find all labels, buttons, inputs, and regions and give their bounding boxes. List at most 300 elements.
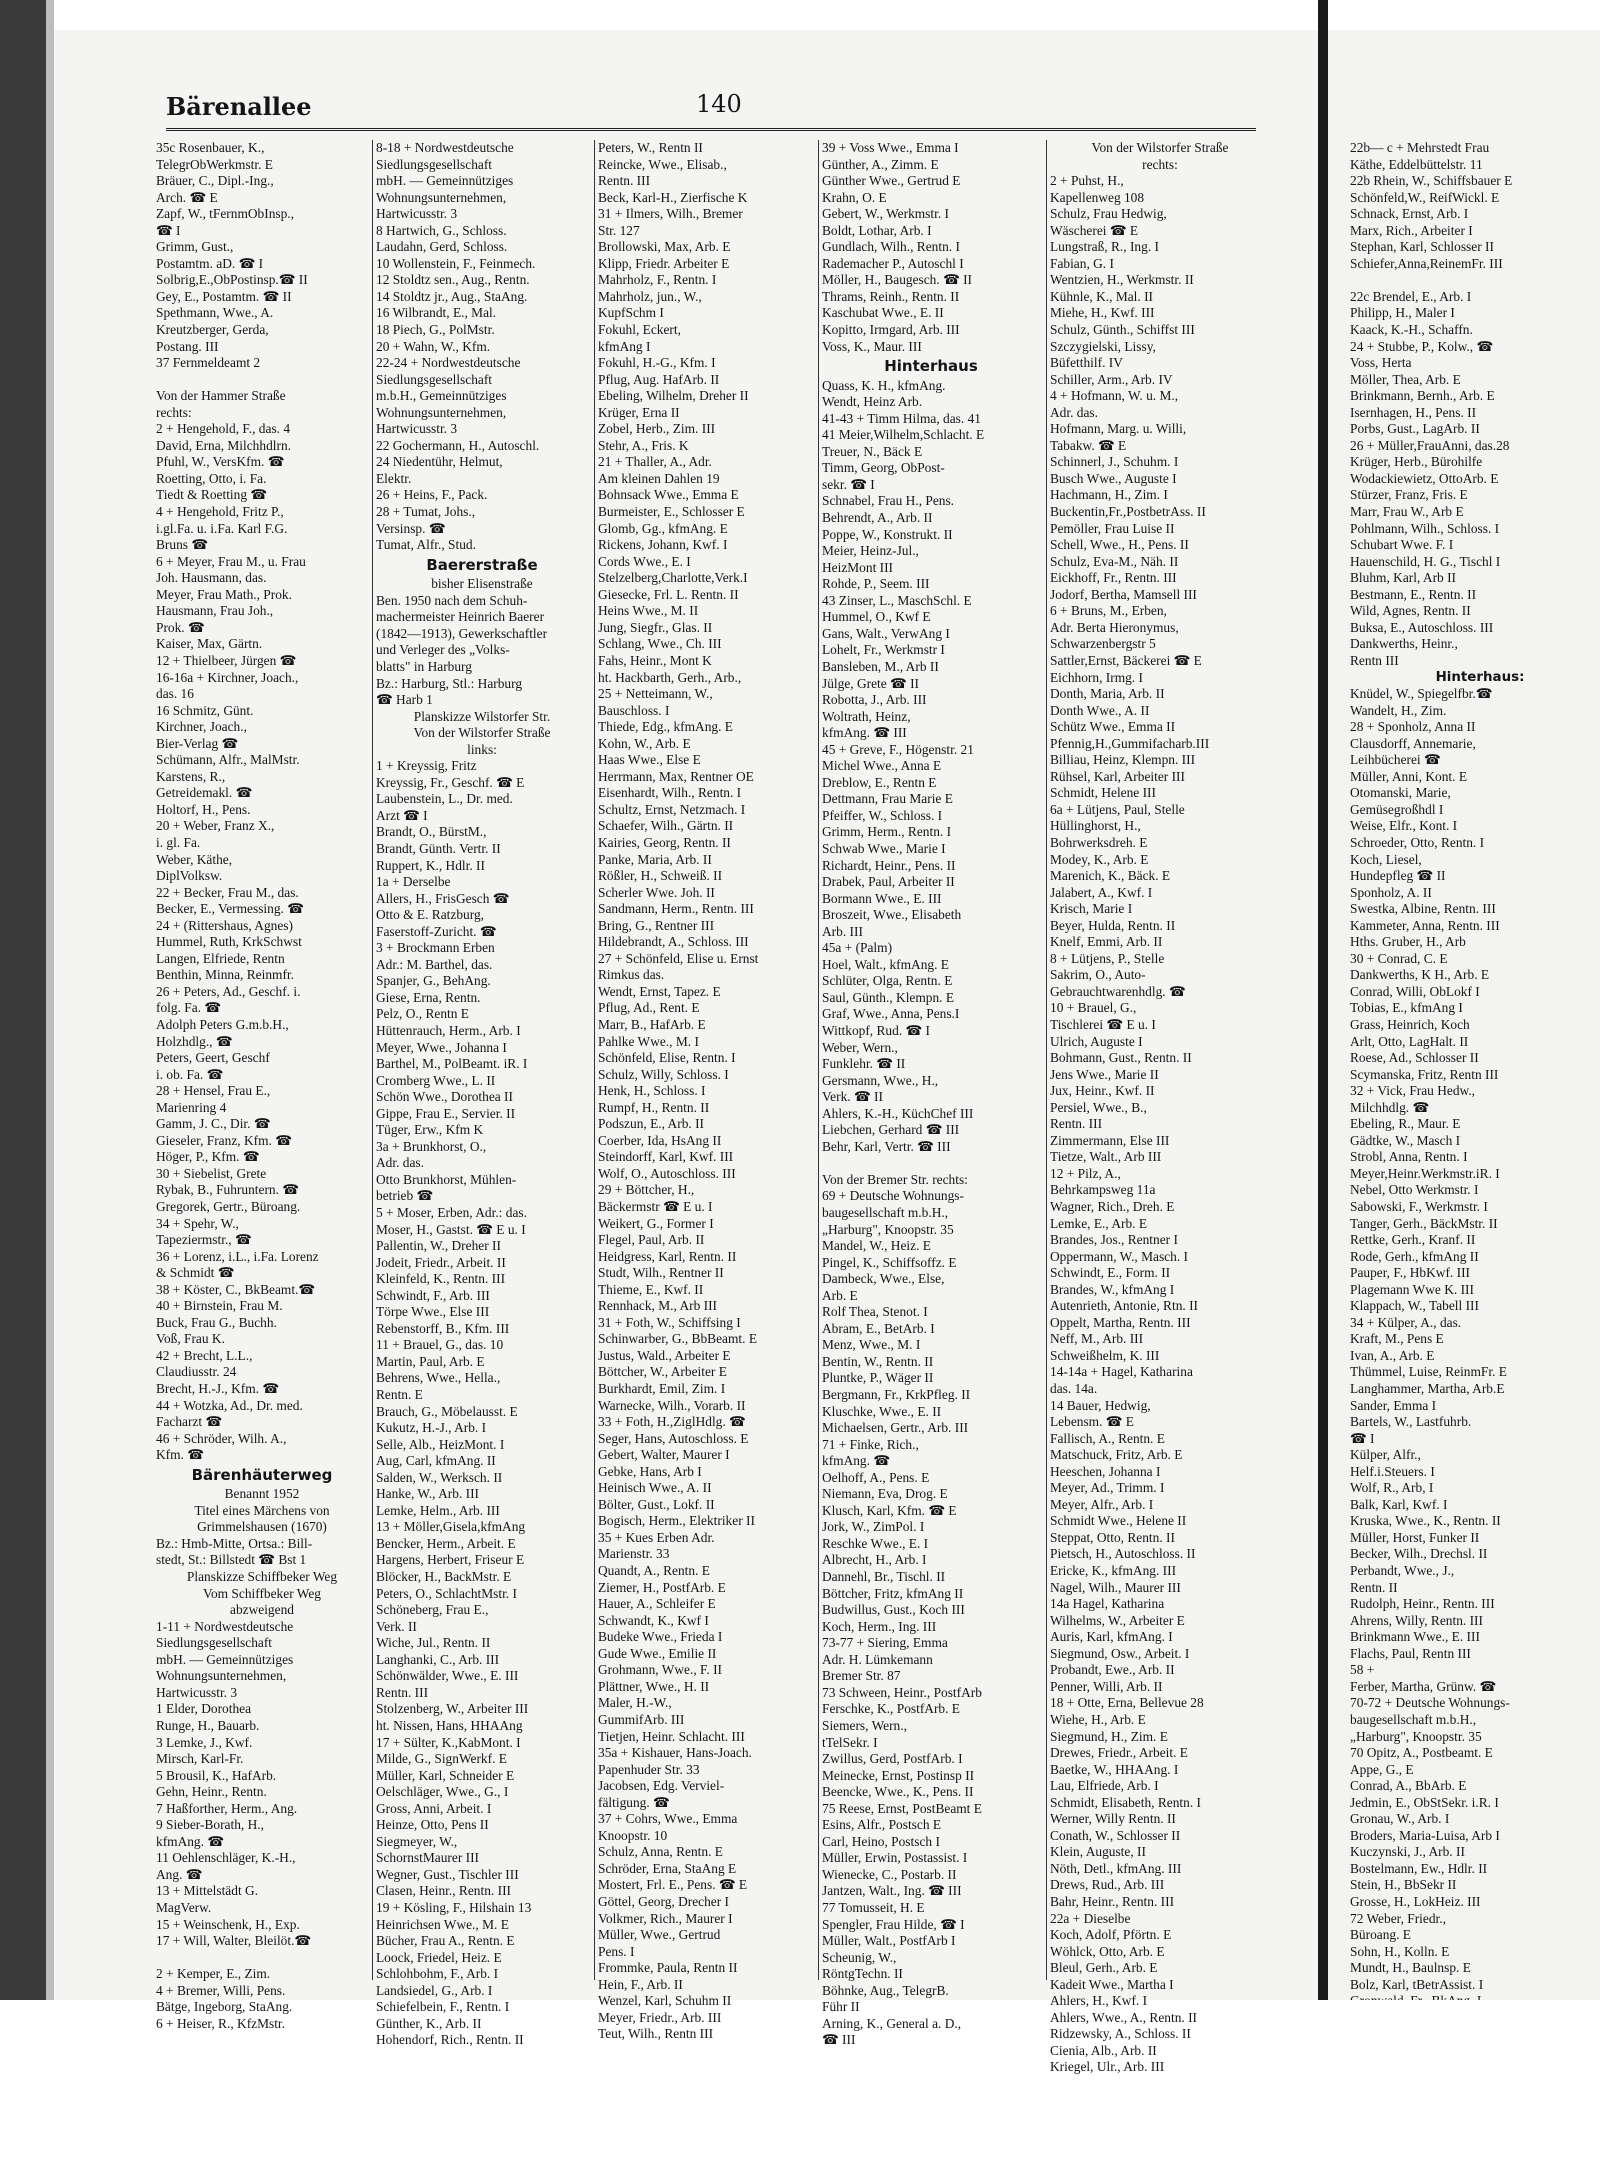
directory-line: Schaefer, Wilh., Gärtn. II: [598, 818, 734, 834]
directory-line: Schön Wwe., Dorothea II: [376, 1089, 513, 1105]
directory-line: ht. Hackbarth, Gerh., Arb.,: [598, 669, 742, 685]
directory-line: Baetke, W., HHAAng. I: [1050, 1761, 1179, 1777]
directory-line: Rentn. E: [376, 1387, 423, 1403]
directory-line: Brandes, W., kfmAng I: [1050, 1281, 1175, 1297]
directory-line: Lemke, Helm., Arb. III: [376, 1502, 500, 1518]
directory-line: 8-18 + Nordwestdeutsche: [376, 140, 514, 155]
directory-line: Selle, Alb., HeizMont. I: [376, 1436, 505, 1452]
directory-line: Perbandt, Wwe., J.,: [1350, 1563, 1455, 1579]
directory-line: 11 Oehlenschläger, K.-H.,: [156, 1850, 296, 1866]
directory-line: 17 + Sülter, K.,KabMont. I: [376, 1734, 521, 1750]
directory-line: 19 + Kösling, F., Hilshain 13: [376, 1899, 532, 1915]
section-note: links:: [467, 741, 497, 757]
directory-line: Bohnsack Wwe., Emma E: [598, 487, 739, 503]
directory-line: tTelSekr. I: [822, 1734, 878, 1750]
directory-line: Funklehr. ☎ II: [822, 1056, 906, 1072]
directory-line: 2 + Puhst, H.,: [1050, 173, 1124, 189]
directory-line: Stürzer, Franz, Fris. E: [1350, 487, 1468, 503]
directory-line: 71 + Finke, Rich.,: [822, 1436, 919, 1452]
directory-line: Fokuhl, H.-G., Kfm. I: [598, 355, 716, 371]
directory-line: Rademacher P., Autoschl I: [822, 255, 964, 271]
directory-line: Möller, H., Baugesch. ☎ II: [822, 272, 973, 288]
directory-line: Wenzel, Karl, Schuhm II: [598, 1993, 732, 2009]
directory-line: 58 +: [1350, 1662, 1375, 1678]
directory-line: 15 + Weinschenk, H., Exp.: [156, 1916, 300, 1932]
directory-line: Adr. H. Lümkemann: [822, 1651, 933, 1667]
directory-line: 13 + Möller,Gisela,kfmAng: [376, 1519, 526, 1535]
directory-line: Wohnungsunternehmen,: [156, 1668, 287, 1684]
directory-line: Ericke, K., kfmAng. III: [1050, 1563, 1177, 1579]
directory-line: Nebel, Otto Werkmstr. I: [1350, 1182, 1479, 1198]
directory-line: Meyer,Heinr.Werkmstr.iR. I: [1350, 1165, 1500, 1181]
directory-line: 4 + Hofmann, W. u. M.,: [1050, 388, 1179, 404]
facing-page-column: [1350, 140, 1610, 2043]
directory-line: Rentn. III: [1050, 1116, 1103, 1132]
directory-line: Arzt ☎ I: [376, 807, 428, 823]
directory-line: 22 Gochermann, H., Autoschl.: [376, 437, 540, 453]
directory-line: Bormann Wwe., E. III: [822, 890, 942, 906]
directory-line: Cienia, Alb., Arb. II: [1050, 2042, 1157, 2058]
directory-line: und Verleger des „Volks-: [376, 642, 510, 658]
directory-line: Pahlke Wwe., M. I: [598, 1033, 699, 1049]
directory-line: Hartwicusstr. 3: [376, 421, 458, 437]
directory-line: Tabakw. ☎ E: [1050, 437, 1127, 453]
directory-line: Schmidt, Helene III: [1050, 785, 1156, 801]
directory-line: 44 + Wotzka, Ad., Dr. med.: [156, 1397, 303, 1413]
directory-line: Lungstraß, R., Ing. I: [1050, 239, 1159, 255]
directory-line: Pens. I: [598, 1943, 635, 1959]
directory-line: Rühsel, Karl, Arbeiter III: [1050, 768, 1185, 784]
directory-line: Heins Wwe., M. II: [598, 603, 699, 619]
directory-line: Ferber, Martha, Grünw. ☎: [1350, 1678, 1497, 1694]
directory-line: Gans, Walt., VerwAng I: [822, 625, 950, 641]
directory-line: Voß, Frau K.: [156, 1331, 225, 1347]
directory-line: Blöcker, H., BackMstr. E: [376, 1569, 512, 1585]
directory-line: Hüttenrauch, Herm., Arb. I: [376, 1022, 521, 1038]
directory-line: Bolz, Karl, tBetrAssist. I: [1350, 1976, 1484, 1992]
directory-line: Holzhdlg., ☎: [156, 1033, 233, 1049]
directory-line: Hummel, Ruth, KrkSchwst: [156, 934, 302, 950]
directory-line: 31 + Ilmers, Wilh., Bremer: [598, 206, 743, 222]
directory-line: Klusch, Karl, Kfm. ☎ E: [822, 1502, 957, 1518]
directory-line: Schmidt Wwe., Helene II: [1050, 1513, 1187, 1529]
directory-line: 22b Rhein, W., Schiffsbauer E: [1350, 173, 1513, 189]
directory-line: Günther Wwe., Gertrud E: [822, 173, 961, 189]
directory-line: Rolf Thea, Stenot. I: [822, 1304, 928, 1320]
directory-line: 1a + Derselbe: [376, 874, 451, 890]
directory-line: ☎ I: [1350, 1430, 1375, 1446]
directory-line: Szczygielski, Lissy,: [1050, 338, 1156, 354]
directory-line: Grimm, Herm., Rentn. I: [822, 824, 952, 840]
section-note: Planskizze Schiffbeker Weg: [186, 1569, 338, 1585]
directory-line: Käthe, Eddelbüttelstr. 11: [1350, 156, 1483, 172]
directory-line: Persiel, Wwe., B.,: [1050, 1099, 1147, 1115]
directory-line: Sakrim, O., Auto-: [1050, 967, 1146, 983]
directory-line: Solbrig,E.,ObPostinsp.☎ II: [156, 272, 308, 288]
page-header: [166, 88, 1256, 131]
directory-line: Lemke, E., Arb. E: [1050, 1215, 1148, 1231]
directory-line: 43 Zinser, L., MaschSchl. E: [822, 592, 972, 608]
directory-line: 39 + Voss Wwe., Emma I: [822, 140, 959, 155]
directory-line: Wohnungsunternehmen,: [376, 189, 507, 205]
directory-line: blatts" in Harburg: [376, 658, 472, 674]
directory-line: Conrad, Willi, ObLokf I: [1350, 983, 1480, 999]
directory-line: 70-72 + Deutsche Wohnungs-: [1350, 1695, 1510, 1711]
directory-line: Helf.i.Steuers. I: [1350, 1463, 1435, 1479]
directory-line: Ahlers, H., Kwf. I: [1050, 1993, 1148, 2009]
directory-line: 42 + Brecht, L.L.,: [156, 1347, 253, 1363]
directory-line: 4 + Hengehold, Fritz P.,: [156, 504, 284, 520]
directory-line: Allers, H., FrisGesch ☎: [376, 890, 510, 906]
directory-line: 6 + Bruns, M., Erben,: [1050, 603, 1167, 619]
directory-line: Brauch, G., Möbelausst. E: [376, 1403, 518, 1419]
directory-line: Rößler, H., Schweiß. II: [598, 868, 723, 884]
directory-line: Pauper, F., HbKwf. III: [1350, 1265, 1470, 1281]
directory-line: Rebenstorff, B., Kfm. III: [376, 1320, 510, 1336]
directory-line: Hauenschild, H. G., Tischl I: [1350, 553, 1501, 569]
directory-line: 8 Hartwich, G., Schloss.: [376, 222, 507, 238]
directory-line: 41 Meier,Wilhelm,Schlacht. E: [822, 427, 985, 443]
directory-line: Roetting, Otto, i. Fa.: [156, 470, 267, 486]
directory-line: Stolzenberg, W., Arbeiter III: [376, 1701, 529, 1717]
directory-line: Kraft, M., Pens E: [1350, 1331, 1444, 1347]
directory-line: m.b.H., Gemeinnütziges: [376, 388, 507, 404]
directory-line: Isernhagen, H., Pens. II: [1350, 404, 1477, 420]
directory-line: Clasen, Heinr., Rentn. III: [376, 1883, 511, 1899]
directory-line: Cromberg Wwe., L. II: [376, 1072, 496, 1088]
directory-line: Meyer, Friedr., Arb. III: [598, 2009, 722, 2025]
directory-line: Martin, Paul, Arb. E: [376, 1353, 485, 1369]
directory-line: Verk. ☎ II: [822, 1089, 883, 1105]
directory-line: Conath, W., Schlosser II: [1050, 1827, 1181, 1843]
directory-line: 38 + Köster, C., BkBeamt.☎: [156, 1281, 316, 1297]
directory-line: Pfeiffer, W., Schloss. I: [822, 807, 943, 823]
directory-line: 32 + Vick, Frau Hedw.,: [1350, 1083, 1476, 1099]
directory-line: Modey, K., Arb. E: [1050, 851, 1149, 867]
directory-line: kfmAng I: [598, 338, 651, 354]
directory-line: Studt, Wilh., Rentner II: [598, 1265, 724, 1281]
directory-line: 77 Tomusseit, H. E: [822, 1899, 925, 1915]
directory-line: Meyer, Ad., Trimm. I: [1050, 1480, 1165, 1496]
directory-line: Günther, K., Arb. II: [376, 2015, 482, 2031]
directory-line: Joh. Hausmann, das.: [156, 570, 267, 586]
directory-line: Brinkmann, Bernh., Arb. E: [1350, 388, 1495, 404]
directory-line: Kapellenweg 108: [1050, 189, 1145, 205]
directory-line: Hofmann, Marg. u. Willi,: [1050, 421, 1187, 437]
directory-line: 24 Niedentühr, Helmut,: [376, 454, 503, 470]
directory-line: Neff, M., Arb. III: [1050, 1331, 1144, 1347]
directory-line: Brecht, H.-J., Kfm. ☎: [156, 1381, 280, 1397]
directory-line: Sabowski, F., Werkmstr. I: [1350, 1199, 1488, 1214]
directory-line: Am kleinen Dahlen 19: [598, 470, 720, 486]
directory-line: Facharzt ☎: [156, 1414, 223, 1430]
directory-line: 26 + Müller,FrauAnni, das.28: [1350, 437, 1510, 453]
directory-line: Haas Wwe., Else E: [598, 752, 701, 768]
directory-line: Gersmann, Wwe., H.,: [822, 1072, 939, 1088]
directory-line: 37 + Cohrs, Wwe., Emma: [598, 1811, 738, 1827]
directory-line: Kluschke, Wwe., E. II: [822, 1403, 942, 1419]
section-note: Von der Wilstorfer Straße: [1091, 140, 1229, 155]
directory-line: Gebrauchtwarenhdlg. ☎: [1050, 983, 1186, 999]
directory-line: 16 Schmitz, Günt.: [156, 702, 254, 718]
directory-line: Kriegel, Ulr., Arb. III: [1050, 2059, 1165, 2075]
directory-line: Frommke, Paula, Rentn II: [598, 1960, 738, 1976]
directory-line: Adolph Peters G.m.b.H.,: [156, 1016, 289, 1032]
directory-line: Kaiser, Max, Gärtn.: [156, 636, 263, 652]
directory-line: Zimmermann, Else III: [1050, 1132, 1170, 1148]
directory-line: 26 + Peters, Ad., Geschf. i.: [156, 983, 301, 999]
directory-line: Schulz, Günth., Schiffst III: [1050, 322, 1195, 338]
directory-line: Behrens, Wwe., Hella.,: [376, 1370, 501, 1386]
directory-line: Bansleben, M., Arb II: [822, 658, 939, 674]
directory-line: Prok. ☎: [156, 619, 205, 635]
directory-line: Eisenhardt, Wilh., Rentn. I: [598, 785, 742, 801]
directory-line: Schinnerl, J., Schuhm. I: [1050, 454, 1179, 470]
directory-line: Justus, Wald., Arbeiter E: [598, 1347, 731, 1363]
directory-line: machermeister Heinrich Baerer: [376, 609, 545, 625]
directory-line: Pelz, O., Rentn E: [376, 1006, 469, 1022]
directory-line: 73-77 + Siering, Emma: [822, 1635, 948, 1651]
directory-line: Giesecke, Frl. L. Rentn. II: [598, 586, 739, 602]
directory-line: Bleul, Gerh., Arb. E: [1050, 1960, 1158, 1976]
directory-line: Versinsp. ☎: [376, 520, 446, 536]
directory-line: Bauschloss. I: [598, 702, 670, 718]
directory-line: mbH. — Gemeinnütziges: [376, 173, 514, 189]
directory-line: Dankwerths, Heinr.,: [1350, 636, 1458, 652]
directory-line: 2 + Hengehold, F., das. 4: [156, 421, 291, 437]
directory-line: 21 + Thaller, A., Adr.: [598, 454, 712, 470]
directory-line: Heeschen, Johanna I: [1050, 1463, 1161, 1479]
directory-line: Jodeit, Friedr., Arbeit. II: [376, 1254, 506, 1270]
directory-line: Schwindt, E., Form. II: [1050, 1265, 1171, 1281]
directory-line: Sohn, H., Kolln. E: [1350, 1943, 1450, 1959]
directory-line: Stelzelberg,Charlotte,Verk.I: [598, 570, 748, 586]
directory-line: Gey, E., Postamtm. ☎ II: [156, 288, 292, 304]
directory-line: Sponholz, A. II: [1350, 884, 1432, 900]
directory-line: Schmidt, Elisabeth, Rentn. I: [1050, 1794, 1201, 1810]
directory-line: Weikert, G., Former I: [598, 1215, 714, 1231]
directory-line: Lau, Elfriede, Arb. I: [1050, 1778, 1159, 1794]
directory-line: 2 + Kemper, E., Zim.: [156, 1966, 271, 1982]
directory-line: 12 Stoldtz sen., Aug., Rentn.: [376, 272, 530, 288]
directory-line: Voss, K., Maur. III: [822, 338, 922, 354]
directory-line: Bentin, W., Rentn. II: [822, 1353, 934, 1369]
directory-line: Balk, Karl, Kwf. I: [1350, 1496, 1448, 1512]
directory-line: Gamm, J. C., Dir. ☎: [156, 1116, 271, 1132]
directory-line: 3a + Brunkhorst, O.,: [376, 1138, 487, 1154]
directory-line: Schulz, Anna, Rentn. E: [598, 1844, 723, 1860]
directory-line: 72 Weber, Friedr.,: [1350, 1910, 1446, 1926]
directory-line: Moser, H., Gastst. ☎ E u. I: [376, 1221, 526, 1237]
directory-line: Rumpf, H., Rentn. II: [598, 1099, 710, 1115]
directory-line: 10 + Brauel, G.,: [1050, 1000, 1137, 1016]
directory-line: Henk, H., Schloss. I: [598, 1083, 706, 1099]
directory-line: Marr, B., HafArb. E: [598, 1016, 706, 1032]
directory-line: 1 Elder, Dorothea: [156, 1701, 252, 1717]
directory-line: Hartwicusstr. 3: [156, 1684, 238, 1700]
directory-line: Schell, Wwe., H., Pens. II: [1050, 537, 1189, 553]
directory-line: Brandes, Jos., Rentner I: [1050, 1232, 1178, 1248]
directory-line: Bohmann, Gust., Rentn. II: [1050, 1050, 1192, 1066]
directory-line: Scymanska, Fritz, Rentn III: [1350, 1066, 1499, 1082]
directory-line: 20 + Weber, Franz X.,: [156, 818, 275, 834]
directory-line: Bätge, Ingeborg, StaAng.: [156, 1999, 293, 2015]
directory-line: Oelschläger, Wwe., G., I: [376, 1784, 509, 1800]
directory-line: Bergmann, Fr., KrkPfleg. II: [822, 1387, 971, 1403]
directory-line: Saul, Günth., Klempn. E: [822, 989, 955, 1005]
directory-line: Salden, W., Werksch. II: [376, 1469, 503, 1485]
directory-line: Budeke Wwe., Frieda I: [598, 1629, 723, 1645]
directory-line: Rennhack, M., Arb III: [598, 1298, 717, 1314]
directory-line: Rickens, Johann, Kwf. I: [598, 537, 728, 553]
directory-line: Siegmeyer, W.,: [376, 1833, 458, 1849]
directory-line: Stein, H., BbSekr II: [1350, 1877, 1457, 1893]
directory-line: Oppermann, W., Masch. I: [1050, 1248, 1188, 1264]
directory-line: Heinze, Otto, Pens II: [376, 1817, 489, 1833]
directory-line: Ang. ☎: [156, 1866, 203, 1882]
directory-line: kfmAng. ☎: [156, 1833, 225, 1849]
directory-line: Schwarzenbergstr 5: [1050, 636, 1156, 652]
directory-line: Quandt, A., Rentn. E: [598, 1563, 710, 1579]
directory-line: 28 + Tumat, Johs.,: [376, 504, 476, 520]
directory-line: Rohde, P., Seem. III: [822, 576, 930, 592]
directory-line: Hohendorf, Rich., Rentn. II: [376, 2032, 524, 2048]
directory-line: Schubart Wwe. F. I: [1350, 537, 1454, 553]
directory-line: Ahlers, K.-H., KüchChef III: [822, 1105, 974, 1121]
directory-line: Tietze, Walt., Arb III: [1050, 1149, 1162, 1165]
directory-line: Schwandt, K., Kwf I: [598, 1612, 709, 1628]
directory-line: & Schmidt ☎: [156, 1265, 235, 1281]
directory-line: Busch Wwe., Auguste I: [1050, 470, 1177, 486]
directory-line: Benthin, Minna, Reinmfr.: [156, 967, 294, 983]
directory-line: Bücher, Frau A., Rentn. E: [376, 1933, 515, 1949]
directory-line: Thümmel, Luise, ReinmFr. E: [1350, 1364, 1507, 1380]
directory-line: 3 + Brockmann Erben: [376, 940, 495, 956]
directory-line: Heinisch Wwe., A. II: [598, 1480, 712, 1496]
directory-line: 5 + Moser, Erben, Adr.: das.: [376, 1205, 527, 1220]
directory-line: Jens Wwe., Marie II: [1050, 1066, 1159, 1082]
directory-line: Rentn. II: [1350, 1579, 1398, 1595]
directory-line: Jung, Siegfr., Glas. II: [598, 619, 713, 635]
directory-line: Michaelsen, Gertr., Arb. III: [822, 1420, 969, 1436]
directory-line: Klipp, Friedr. Arbeiter E: [598, 255, 730, 271]
directory-line: Podszun, E., Arb. II: [598, 1116, 704, 1132]
directory-line: 25 + Netteimann, W.,: [598, 686, 713, 702]
directory-line: Marienring 4: [156, 1099, 227, 1115]
directory-line: Göttel, Georg, Drecher I: [598, 1893, 730, 1909]
directory-line: Lebensm. ☎ E: [1050, 1414, 1134, 1430]
directory-line: 45 + Greve, F., Högenstr. 21: [822, 741, 974, 757]
directory-line: Penner, Willi, Arb. II: [1050, 1678, 1163, 1694]
directory-line: Fahs, Heinr., Mont K: [598, 652, 712, 668]
directory-line: Brinkmann Wwe., E. III: [1350, 1629, 1480, 1645]
section-note: Vom Schiffbeker Weg: [203, 1585, 321, 1601]
directory-line: Drewes, Friedr., Arbeit. E: [1050, 1745, 1188, 1761]
directory-line: Fokuhl, Eckert,: [598, 322, 681, 338]
directory-line: Günther, A., Zimm. E: [822, 156, 939, 172]
section-heading: Baererstraße: [426, 555, 538, 574]
directory-line: Krüger, Herb., Bürohilfe: [1350, 454, 1483, 470]
directory-column-1: [156, 140, 368, 2031]
directory-line: Zapf, W., tFernmObInsp.,: [156, 206, 294, 222]
directory-line: Gregorek, Gertr., Büroang.: [156, 1199, 301, 1214]
directory-line: Siegmund, Osw., Arbeit. I: [1050, 1645, 1190, 1661]
directory-line: Von der Bremer Str. rechts:: [822, 1171, 968, 1187]
directory-line: Tanger, Gerh., BäckMstr. II: [1350, 1215, 1498, 1231]
directory-line: Rudolph, Heinr., Rentn. III: [1350, 1596, 1495, 1612]
directory-line: 3 Lemke, J., Kwf.: [156, 1734, 253, 1750]
directory-line: Bz.: Harburg, Stl.: Harburg: [376, 675, 523, 691]
directory-line: Peters, W., Rentn II: [598, 140, 703, 155]
directory-line: Reincke, Wwe., Elisab.,: [598, 156, 727, 172]
directory-line: Gebke, Hans, Arb I: [598, 1463, 702, 1479]
directory-line: Mahrholz, F., Rentn. I: [598, 272, 717, 288]
directory-line: Timm, Georg, ObPost-: [822, 460, 945, 476]
directory-line: SchornstMaurer III: [376, 1850, 479, 1866]
directory-line: Meyer, Alfr., Arb. I: [1050, 1496, 1154, 1512]
directory-line: Brandt, O., BürstM.,: [376, 824, 487, 840]
directory-line: Grosse, H., LokHeiz. III: [1350, 1893, 1481, 1909]
directory-line: Wiehe, H., Arb. E: [1050, 1711, 1146, 1727]
section-note: Grimmelshausen (1670): [197, 1519, 327, 1535]
directory-line: Jedmin, E., ObStSekr. i.R. I: [1350, 1794, 1499, 1810]
directory-line: Gronau, W., Arb. I: [1350, 1811, 1450, 1827]
section-note: bisher Elisenstraße: [431, 576, 533, 592]
directory-line: Scherler Wwe. Joh. II: [598, 884, 715, 900]
directory-line: Holtorf, H., Pens.: [156, 801, 251, 817]
directory-line: Autenrieth, Antonie, Rtn. II: [1050, 1298, 1199, 1314]
directory-line: Schiefelbein, F., Rentn. I: [376, 1999, 510, 2015]
directory-line: Rentn. III: [598, 173, 651, 189]
directory-line: Roese, Ad., Schlosser II: [1350, 1050, 1479, 1066]
section-note: Benannt 1952: [224, 1486, 300, 1502]
directory-line: 14-14a + Hagel, Katharina: [1050, 1364, 1193, 1380]
directory-line: Gebert, W., Werkmstr. I: [822, 206, 949, 222]
directory-line: Bogisch, Herm., Elektriker II: [598, 1513, 755, 1529]
directory-line: 4 + Bremer, Willi, Pens.: [156, 1982, 286, 1998]
directory-line: Bring, G., Rentner III: [598, 917, 715, 933]
directory-line: Jodorf, Bertha, Mamsell III: [1050, 586, 1197, 602]
directory-line: Buksa, E., Autoschloss. III: [1350, 619, 1494, 635]
directory-line: 1-11 + Nordwestdeutsche: [156, 1618, 294, 1634]
directory-line: Wegner, Gust., Tischler III: [376, 1866, 519, 1882]
directory-line: Möller, Thea, Arb. E: [1350, 371, 1461, 387]
directory-line: Herrmann, Max, Rentner OE: [598, 768, 754, 784]
directory-line: Michel Wwe., Anna E: [822, 758, 942, 774]
section-heading: Bärenhäuterweg: [191, 1465, 333, 1484]
directory-line: Becker, E., Vermessing. ☎: [156, 901, 304, 917]
directory-line: „Harburg", Knoopstr. 35: [1350, 1728, 1482, 1744]
directory-line: Mirsch, Karl-Fr.: [156, 1751, 244, 1767]
directory-column-2: [376, 140, 588, 2048]
directory-line: Runge, H., Bauarb.: [156, 1717, 260, 1733]
directory-line: Gross, Anni, Arbeit. I: [376, 1800, 492, 1816]
directory-line: 22-24 + Nordwestdeutsche: [376, 355, 521, 371]
directory-line: Höger, P., Kfm. ☎: [156, 1149, 260, 1165]
directory-line: Hundepfleg ☎ II: [1350, 868, 1446, 884]
directory-line: Schweißhelm, K. III: [1050, 1347, 1160, 1363]
directory-line: Kairies, Georg, Rentn. II: [598, 834, 731, 850]
directory-line: Poppe, W., Konstrukt. II: [822, 526, 953, 542]
directory-line: Siedlungsgesellschaft: [376, 156, 493, 172]
directory-line: 13 + Mittelstädt G.: [156, 1883, 259, 1899]
section-note: Planskizze Wilstorfer Str.: [413, 708, 551, 724]
directory-line: Ahrens, Willy, Rentn. III: [1350, 1612, 1483, 1628]
directory-line: Pietsch, H., Autoschloss. II: [1050, 1546, 1196, 1562]
directory-line: i. gl. Fa.: [156, 834, 201, 850]
directory-line: Schlang, Wwe., Ch. III: [598, 636, 722, 652]
directory-line: Liebchen, Gerhard ☎ III: [822, 1122, 960, 1138]
